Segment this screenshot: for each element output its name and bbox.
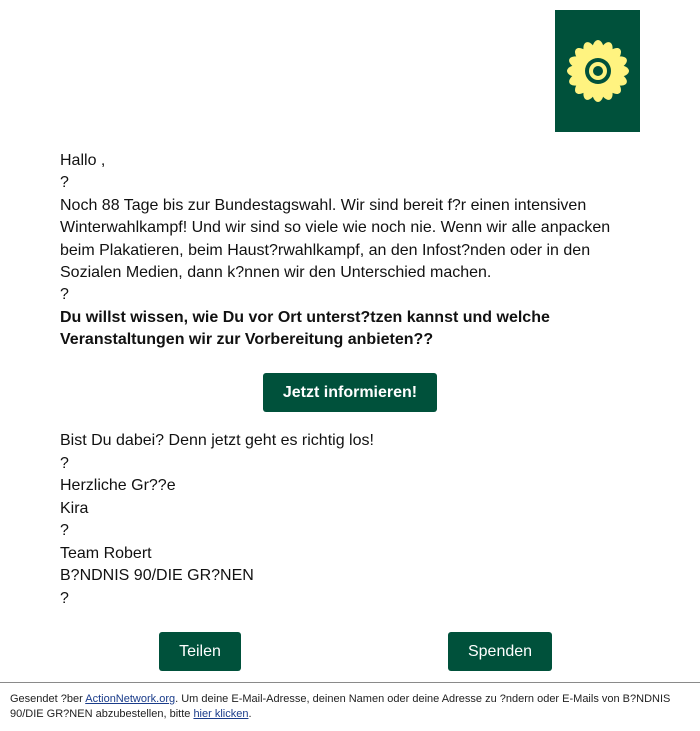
team-name: Team Robert [60,544,152,562]
intro-paragraph: Noch 88 Tage bis zur Bundestagswahl. Wir sind bereit f?r einen intensiven Winterwahlkampf! Und wir sind so viele wie noch nie. Wenn wir alle anpacken beim Plakatieren, beim Haust?rwahlkampf, an den Infost?nden oder in den Sozialen Medien, dann k?nnen wir den Unterschied machen. [60,196,611,282]
party-logo [555,10,640,132]
footer-prefix: Gesendet ?ber [10,693,86,705]
inform-button[interactable]: Jetzt informieren! [263,373,437,412]
cta-container [0,373,700,412]
separator: ? [60,174,69,192]
footer-suffix: . [248,708,252,720]
separator: ? [60,286,69,304]
footer [10,692,690,722]
separator: ? [60,454,69,472]
email-body [60,150,640,352]
sunflower-icon [566,39,630,103]
closing-question: Bist Du dabei? Denn jetzt geht es richtig los! [60,432,374,449]
share-button[interactable]: Teilen [159,632,241,671]
bold-question: Du willst wissen, wie Du vor Ort unterst?tzen kannst und welche Veranstaltungen wir zur Vorbereitung anbieten?? [60,308,550,349]
separator: ? [60,589,69,607]
separator: ? [60,522,69,539]
sunflower-core [593,66,603,76]
footer-middle: . Um deine E-Mail-Adresse, deinen Namen oder deine Adresse zu ?ndern oder E-Mails von B?NDNIS 90/DIE GR?NEN abzubestellen, bitte [10,693,671,720]
footer-divider [0,682,700,683]
unsubscribe-link[interactable]: hier klicken [193,708,249,720]
regards: Herzliche Gr??e [60,477,176,494]
party-name: B?NDNIS 90/DIE GR?NEN [60,567,254,584]
greeting: Hallo , [60,152,106,169]
actionnetwork-link[interactable]: ActionNetwork.org [85,693,176,705]
email-closing [60,430,640,610]
donate-button[interactable]: Spenden [448,632,552,671]
sender-name: Kira [60,499,89,517]
